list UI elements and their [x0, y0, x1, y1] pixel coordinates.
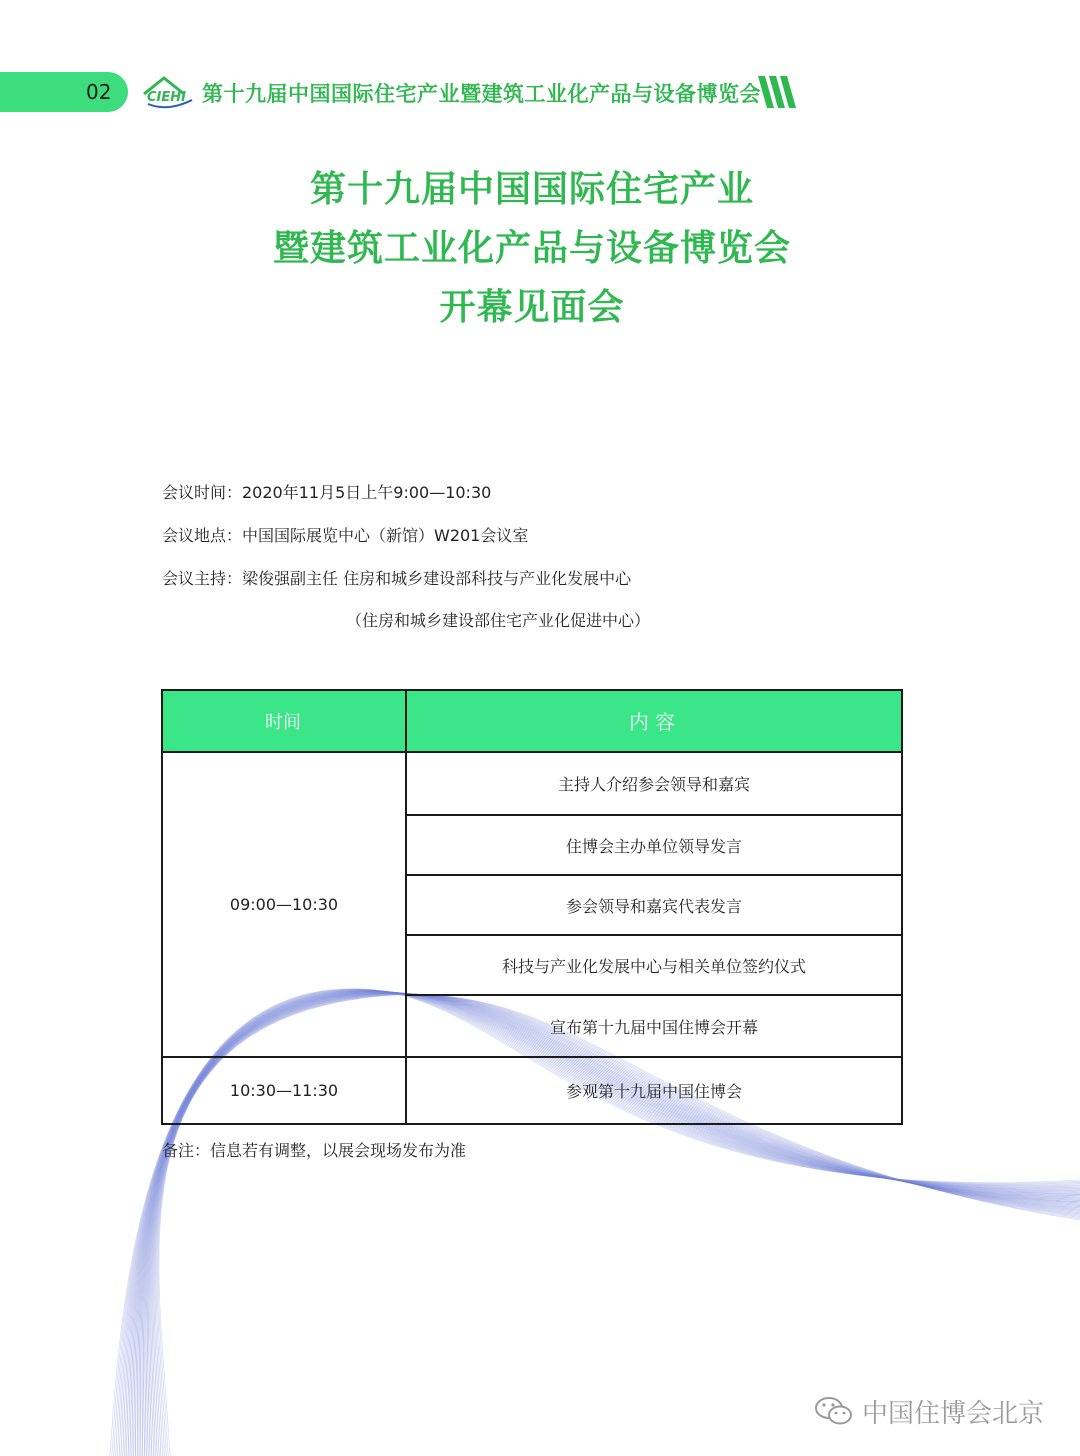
table-border-right — [901, 689, 903, 1125]
main-title — [0, 160, 1064, 337]
footnote: 备注：信息若有调整，以展会现场发布为准 — [162, 1141, 467, 1160]
main-title-line2: 暨建筑工业化产品与设备博览会 — [272, 227, 791, 269]
header-stripes-icon — [756, 74, 796, 110]
slot1-item: 主持人介绍参会领导和嘉宾 — [557, 775, 750, 794]
wechat-watermark — [814, 1394, 1044, 1428]
slot1-item: 参会领导和嘉宾代表发言 — [565, 896, 742, 916]
page-header — [0, 72, 800, 112]
slot1-time: 09:00—10:30 — [229, 895, 339, 914]
wechat-icon — [814, 1396, 854, 1426]
header-title: 第十九届中国国际住宅产业暨建筑工业化产品与设备博览会 — [202, 81, 761, 106]
slot2-time: 10:30—11:30 — [229, 1081, 339, 1100]
schedule-table — [161, 689, 903, 1125]
page-number: 02 — [86, 80, 112, 104]
ciehi-logo — [138, 74, 196, 110]
watermark-text: 中国住博会北京 — [862, 1398, 1045, 1429]
slot1-item: 宣布第十九届中国住博会开幕 — [549, 1017, 758, 1037]
meeting-host-organization: （住房和城乡建设部住宅产业化促进中心） — [346, 611, 651, 630]
meeting-host: 会议主持：梁俊强副主任 住房和城乡建设部科技与产业化发展中心 — [162, 569, 632, 588]
table-header-content: 内容 — [407, 689, 903, 752]
logo-text: CIEHI — [147, 90, 186, 105]
table-header-time: 时间 — [161, 689, 405, 752]
slot2-item: 参观第十九届中国住博会 — [565, 1082, 742, 1101]
slot1-item: 科技与产业化发展中心与相关单位签约仪式 — [501, 956, 806, 976]
meeting-time: 会议时间：2020年11月5日上午9:00—10:30 — [162, 483, 492, 502]
table-border-top — [161, 689, 903, 691]
table-border-bottom — [161, 1123, 903, 1125]
meeting-place: 会议地点：中国国际展览中心（新馆）W201会议室 — [162, 526, 529, 545]
main-title-line1: 第十九届中国国际住宅产业 — [309, 168, 754, 210]
main-title-line3: 开幕见面会 — [439, 286, 625, 328]
slot1-item: 住博会主办单位领导发言 — [565, 836, 742, 856]
